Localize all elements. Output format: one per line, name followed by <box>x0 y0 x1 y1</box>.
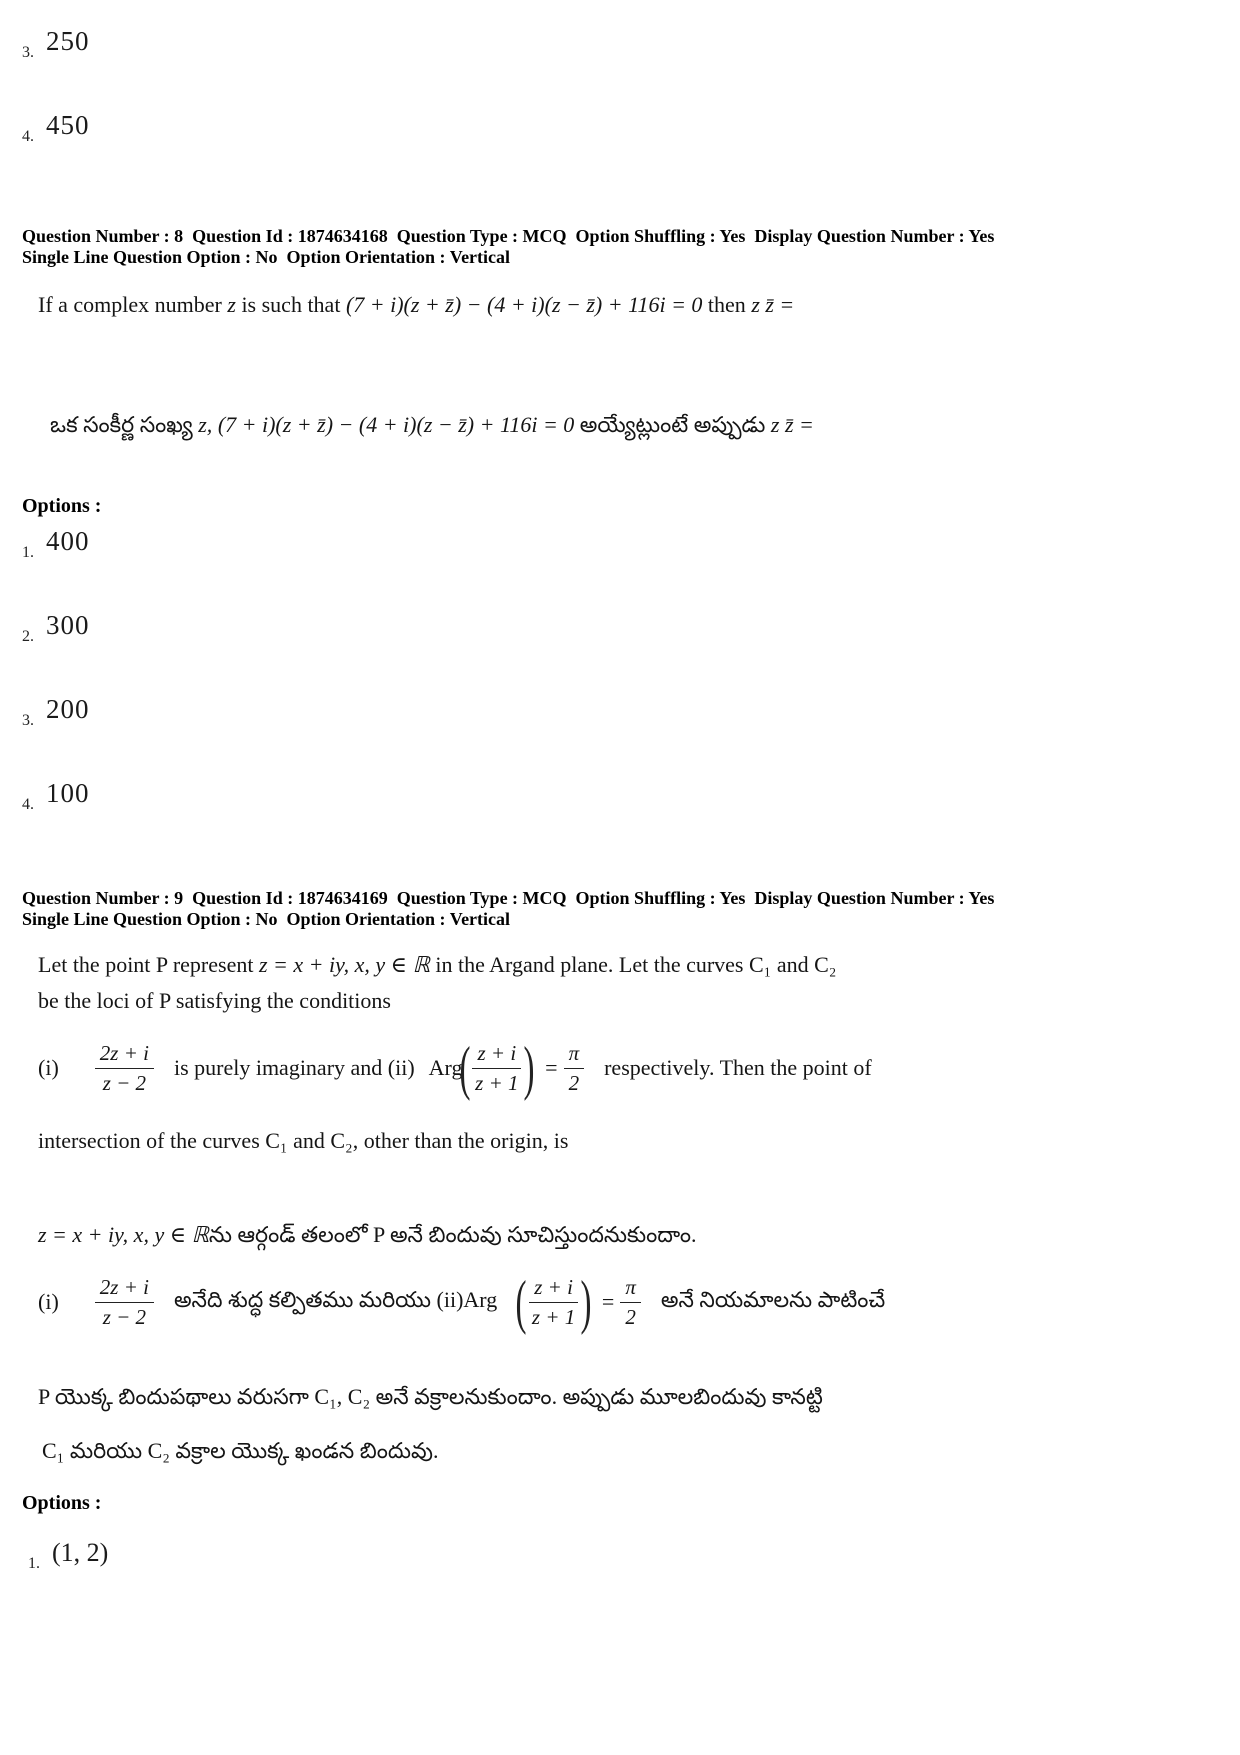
fraction-denominator: z + 1 <box>475 1070 519 1095</box>
left-paren: ( <box>458 1035 470 1101</box>
fraction-denominator: 2 <box>625 1304 636 1329</box>
math-variable: z, <box>198 412 213 437</box>
fraction <box>620 1275 641 1328</box>
option-row <box>22 526 90 561</box>
option-value: 200 <box>46 694 90 724</box>
question-text-segment: అనేది శుద్ధ కల్పితము మరియు (ii)Arg <box>173 1286 498 1312</box>
equals-sign: = <box>601 1289 615 1314</box>
option-row <box>22 26 90 61</box>
option-number: 3. <box>22 44 34 61</box>
fraction-denominator: z − 2 <box>102 1304 147 1329</box>
option-value: 300 <box>46 610 90 640</box>
option-number: 2. <box>22 628 34 645</box>
question-9-text-english-line2 <box>38 988 391 1014</box>
question-text-segment: P యొక్క బిందుపథాలు వరుసగా C₁, C₂ అనే వక్రాలనుకుందాం. అప్పుడు మూలబిందువు కానట్టి <box>38 1384 823 1409</box>
option-number: 1. <box>22 544 34 561</box>
option-row <box>22 778 90 813</box>
fraction-denominator: 2 <box>568 1070 580 1095</box>
question-text-segment: be the loci of P satisfying the conditions <box>38 988 391 1013</box>
fraction-numerator: π <box>564 1041 585 1068</box>
arg-label: Arg <box>428 1055 463 1080</box>
math-variable: z <box>227 292 236 317</box>
question-9-text-telugu-line4 <box>42 1438 438 1469</box>
question-text-segment: in the Argand plane. Let the curves C₁ and C₂ <box>429 952 837 977</box>
fraction-denominator: z + 1 <box>531 1304 576 1329</box>
question-header-line1: Question Number : 9 Question Id : 1874634169 Question Type : MCQ Option Shuffling : Yes Display Question Number : Yes <box>22 888 995 908</box>
option-value: 250 <box>46 26 90 56</box>
item-label: (i) <box>38 1055 59 1080</box>
fraction-numerator: z + i <box>472 1041 521 1068</box>
question-9-header <box>22 888 994 930</box>
question-text-segment: ను ఆర్గండ్ తలంలో P అనే బిందువు సూచిస్తుందనుకుందాం. <box>208 1222 697 1247</box>
question-text-segment: అయ్యేట్లుంటే అప్పుడు <box>579 412 771 437</box>
fraction-numerator: 2z + i <box>95 1041 154 1068</box>
question-9-condition-telugu <box>38 1269 886 1335</box>
math-equation: (7 + i)(z + z̄) − (4 + i)(z − z̄) + 116i = 0 <box>212 412 580 437</box>
option-row <box>28 1538 109 1572</box>
question-8-text-english <box>38 292 794 318</box>
question-text-segment: Let the point P represent <box>38 952 259 977</box>
fraction <box>95 1041 154 1094</box>
option-number: 4. <box>22 796 34 813</box>
question-header-line1: Question Number : 8 Question Id : 1874634168 Question Type : MCQ Option Shuffling : Yes Display Question Number : Yes <box>22 226 995 246</box>
math-expression: z z̄ = <box>751 292 795 317</box>
option-row <box>22 610 90 645</box>
question-text-segment: then <box>702 292 752 317</box>
question-text-segment: If a complex number <box>38 292 228 317</box>
question-text-segment: is such that <box>235 292 346 317</box>
math-expression: z = x + iy, x, y ∈ ℝ <box>38 1222 209 1247</box>
math-expression: z z̄ = <box>770 412 814 437</box>
option-value: 400 <box>46 526 90 556</box>
option-value: 100 <box>46 778 90 808</box>
question-text-segment: ఒక సంకీర్ణ సంఖ్య <box>50 412 199 437</box>
question-text-segment: intersection of the curves C₁ and C₂, other than the origin, is <box>38 1128 569 1153</box>
options-label: Options : <box>22 495 102 517</box>
question-text-segment: C₁ మరియు C₂ వక్రాల యొక్క ఖండన బిందువు. <box>42 1438 439 1463</box>
math-equation: (7 + i)(z + z̄) − (4 + i)(z − z̄) + 116i = 0 <box>345 292 703 317</box>
fraction <box>529 1275 578 1328</box>
fraction-numerator: z + i <box>529 1275 578 1302</box>
option-row <box>22 694 90 729</box>
question-header-line2: Single Line Question Option : No Option Orientation : Vertical <box>22 247 511 267</box>
question-9-condition-english <box>38 1035 872 1101</box>
left-paren: ( <box>515 1269 527 1335</box>
question-header-line2: Single Line Question Option : No Option Orientation : Vertical <box>22 909 511 929</box>
option-value: 450 <box>46 110 90 140</box>
question-8-header <box>22 226 994 268</box>
fraction-numerator: 2z + i <box>95 1275 154 1302</box>
math-expression: z = x + iy, x, y ∈ ℝ <box>258 952 430 977</box>
options-label: Options : <box>22 1492 102 1514</box>
item-label: (i) <box>38 1289 59 1314</box>
question-text-segment: is purely imaginary and (ii) <box>173 1055 415 1080</box>
question-8-text-telugu <box>50 412 814 443</box>
question-9-text-english-line3 <box>38 1128 568 1154</box>
question-9-text-telugu-line1 <box>38 1222 697 1253</box>
question-9-text-english-line1 <box>38 952 836 978</box>
fraction <box>95 1275 154 1328</box>
right-paren: ) <box>523 1035 535 1101</box>
option-number: 3. <box>22 712 34 729</box>
question-9-text-telugu-line3 <box>38 1384 823 1415</box>
fraction-numerator: π <box>620 1275 641 1302</box>
right-paren: ) <box>580 1269 592 1335</box>
question-text-segment: respectively. Then the point of <box>604 1055 872 1080</box>
question-text-segment: అనే నియమాలను పాటించే <box>660 1286 886 1312</box>
equals-sign: = <box>545 1055 558 1080</box>
fraction <box>472 1041 521 1094</box>
fraction-denominator: z − 2 <box>102 1070 147 1095</box>
option-row <box>22 110 90 145</box>
fraction <box>564 1041 585 1094</box>
option-number: 1. <box>28 1555 40 1572</box>
option-value: (1, 2) <box>52 1538 109 1567</box>
option-number: 4. <box>22 128 34 145</box>
